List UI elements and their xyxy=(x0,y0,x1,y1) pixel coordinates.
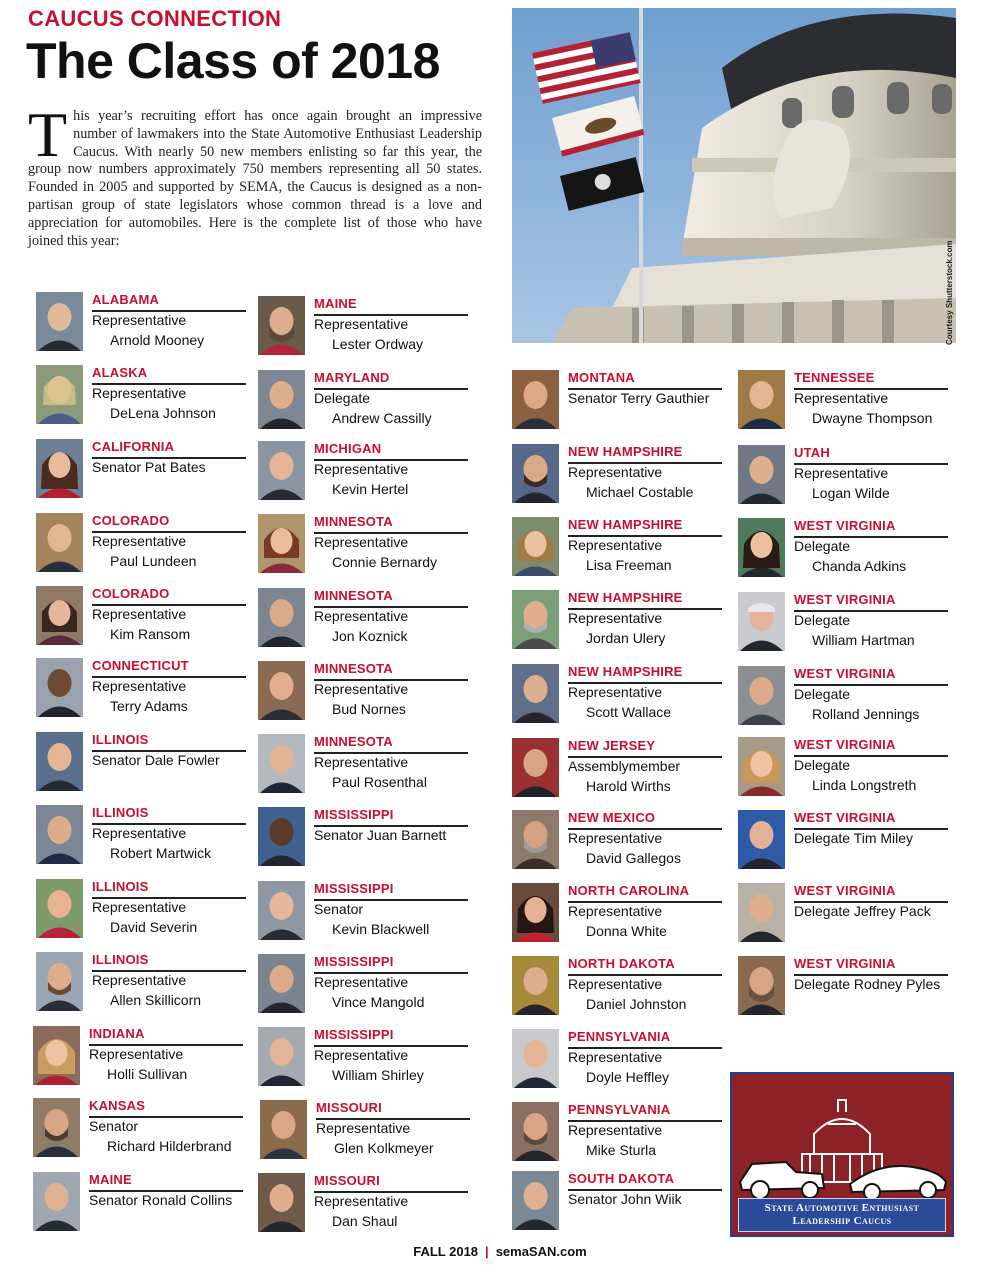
member-title: Senator Dale Fowler xyxy=(92,752,220,768)
member-state: MONTANA xyxy=(568,370,635,385)
member-title: Representative xyxy=(92,825,187,841)
headshot-photo xyxy=(258,954,305,1013)
member-state: ILLINOIS xyxy=(92,805,149,820)
headshot-photo xyxy=(258,881,305,940)
member-title: Representative xyxy=(568,903,663,919)
member-name: Arnold Mooney xyxy=(110,332,205,348)
member-state: WEST VIRGINIA xyxy=(794,518,896,533)
headshot-photo xyxy=(512,370,559,429)
member-state: NEW HAMPSHIRE xyxy=(568,517,683,532)
member-name: Andrew Cassilly xyxy=(332,410,432,426)
member-state: WEST VIRGINIA xyxy=(794,810,896,825)
member-entry xyxy=(36,732,261,796)
headshot-photo xyxy=(512,664,559,723)
member-name: David Severin xyxy=(110,919,198,935)
member-state: INDIANA xyxy=(89,1026,145,1041)
member-title: Delegate xyxy=(794,686,851,702)
member-title: Representative xyxy=(314,974,409,990)
member-name: Kim Ransom xyxy=(110,626,191,642)
member-state: WEST VIRGINIA xyxy=(794,956,896,971)
member-title: Representative xyxy=(568,830,663,846)
member-entry xyxy=(512,444,737,508)
member-entry xyxy=(36,952,261,1016)
member-entry xyxy=(258,807,483,871)
member-title: Representative xyxy=(568,610,663,626)
footer-issue: FALL 2018 xyxy=(413,1244,479,1259)
member-name: Kevin Hertel xyxy=(332,481,409,497)
headshot-photo xyxy=(512,883,559,942)
member-entry xyxy=(258,514,483,578)
member-entry xyxy=(512,883,737,947)
member-name: William Shirley xyxy=(332,1067,424,1083)
member-title: Representative xyxy=(89,1046,184,1062)
member-state: WEST VIRGINIA xyxy=(794,666,896,681)
member-title: Senator Juan Barnett xyxy=(314,827,447,843)
member-state: ALASKA xyxy=(92,365,148,380)
headshot-photo xyxy=(36,805,83,864)
headshot-photo xyxy=(258,1173,305,1232)
footer-site: semaSAN.com xyxy=(495,1244,587,1259)
headshot-photo xyxy=(260,1100,307,1159)
headshot-photo xyxy=(738,956,785,1015)
member-state: TENNESSEE xyxy=(794,370,875,385)
member-title: Senator xyxy=(89,1118,139,1134)
member-entry xyxy=(512,517,737,581)
member-name: Dwayne Thompson xyxy=(812,410,933,426)
member-title: Representative xyxy=(92,312,187,328)
member-title: Representative xyxy=(794,465,889,481)
member-name: Logan Wilde xyxy=(812,485,890,501)
member-name: Connie Bernardy xyxy=(332,554,438,570)
headshot-photo xyxy=(258,370,305,429)
headshot-photo xyxy=(738,592,785,651)
member-title: Senator Pat Bates xyxy=(92,459,206,475)
member-name: Jordan Ulery xyxy=(586,630,666,646)
member-entry xyxy=(258,296,483,360)
member-state: KANSAS xyxy=(89,1098,146,1113)
member-state: ALABAMA xyxy=(92,292,160,307)
headshot-photo xyxy=(36,365,83,424)
member-title: Representative xyxy=(314,608,409,624)
logo-caption xyxy=(738,1198,946,1232)
member-entry xyxy=(738,518,963,582)
member-state: ILLINOIS xyxy=(92,732,149,747)
member-title: Representative xyxy=(92,972,187,988)
headshot-photo xyxy=(738,518,785,577)
member-entry xyxy=(738,445,963,509)
member-entry xyxy=(33,1026,258,1090)
member-entry xyxy=(512,370,737,434)
member-name: Chanda Adkins xyxy=(812,558,907,574)
member-entry xyxy=(512,1171,737,1235)
member-name: Doyle Heffley xyxy=(586,1069,670,1085)
headshot-photo xyxy=(258,807,305,866)
member-state: COLORADO xyxy=(92,586,170,601)
member-entry xyxy=(258,370,483,434)
member-name: Holli Sullivan xyxy=(107,1066,188,1082)
member-entry xyxy=(512,810,737,874)
headshot-photo xyxy=(512,444,559,503)
member-entry xyxy=(738,666,963,730)
member-entry xyxy=(258,441,483,505)
footer-separator: | xyxy=(485,1244,489,1259)
member-entry xyxy=(36,658,261,722)
member-title: Representative xyxy=(92,606,187,622)
logo-line-2: Leadership Caucus xyxy=(792,1215,892,1227)
member-state: ILLINOIS xyxy=(92,879,149,894)
member-state: MISSISSIPPI xyxy=(314,1027,394,1042)
member-entry xyxy=(258,734,483,798)
member-title: Representative xyxy=(794,390,889,406)
member-title: Representative xyxy=(92,678,187,694)
member-state: CALIFORNIA xyxy=(92,439,175,454)
member-title: Representative xyxy=(568,976,663,992)
member-entry xyxy=(36,586,261,650)
member-entry xyxy=(36,365,261,429)
member-title: Representative xyxy=(92,385,187,401)
member-state: MAINE xyxy=(314,296,357,311)
headshot-photo xyxy=(36,439,83,498)
headshot-photo xyxy=(512,738,559,797)
page-footer xyxy=(0,1244,1000,1259)
headshot-photo xyxy=(36,732,83,791)
member-title: Representative xyxy=(314,754,409,770)
member-name: Paul Lundeen xyxy=(110,553,197,569)
member-title: Assemblymember xyxy=(568,758,681,774)
member-state: MINNESOTA xyxy=(314,661,393,676)
member-entry xyxy=(258,661,483,725)
member-title: Delegate xyxy=(794,538,851,554)
member-entry xyxy=(512,956,737,1020)
member-entry xyxy=(36,879,261,943)
headshot-photo xyxy=(512,590,559,649)
headshot-photo xyxy=(33,1098,80,1157)
member-state: UTAH xyxy=(794,445,830,460)
member-state: SOUTH DAKOTA xyxy=(568,1171,675,1186)
member-entry xyxy=(738,956,963,1020)
member-name: Dan Shaul xyxy=(332,1213,398,1229)
member-name: Lester Ordway xyxy=(332,336,424,352)
member-state: WEST VIRGINIA xyxy=(794,883,896,898)
member-entry xyxy=(36,805,261,869)
member-name: Linda Longstreth xyxy=(812,777,917,793)
member-entry xyxy=(33,1098,258,1162)
member-title: Delegate xyxy=(794,757,851,773)
headshot-photo xyxy=(738,883,785,942)
headshot-photo xyxy=(33,1172,80,1231)
member-name: Mike Sturla xyxy=(586,1142,657,1158)
headshot-photo xyxy=(258,441,305,500)
member-name: Lisa Freeman xyxy=(586,557,672,573)
caucus-logo xyxy=(730,1072,954,1237)
member-state: NEW MEXICO xyxy=(568,810,656,825)
member-title: Representative xyxy=(314,681,409,697)
member-state: MICHIGAN xyxy=(314,441,382,456)
member-entry xyxy=(36,439,261,503)
member-name: Harold Wirths xyxy=(586,778,671,794)
capitol-dome-photo xyxy=(512,8,956,343)
headshot-photo xyxy=(258,1027,305,1086)
member-title: Senator Terry Gauthier xyxy=(568,390,710,406)
headshot-photo xyxy=(36,658,83,717)
member-title: Delegate Rodney Pyles xyxy=(794,976,941,992)
member-name: Terry Adams xyxy=(110,698,188,714)
headshot-photo xyxy=(36,879,83,938)
member-title: Delegate xyxy=(314,390,371,406)
member-entry xyxy=(512,664,737,728)
member-title: Delegate xyxy=(794,612,851,628)
member-name: Vince Mangold xyxy=(332,994,425,1010)
member-entry xyxy=(260,1100,485,1164)
member-title: Representative xyxy=(316,1120,411,1136)
member-entry xyxy=(512,1102,737,1166)
headshot-photo xyxy=(738,737,785,796)
member-title: Representative xyxy=(314,316,409,332)
member-title: Senator John Wiik xyxy=(568,1191,682,1207)
member-state: NEW HAMPSHIRE xyxy=(568,590,683,605)
headshot-photo xyxy=(512,956,559,1015)
member-title: Delegate Tim Miley xyxy=(794,830,914,846)
member-entry xyxy=(36,513,261,577)
member-title: Representative xyxy=(314,461,409,477)
headshot-photo xyxy=(36,586,83,645)
member-title: Representative xyxy=(92,899,187,915)
member-state: NORTH DAKOTA xyxy=(568,956,675,971)
member-state: MAINE xyxy=(89,1172,132,1187)
logo-line-1: State Automotive Enthusiast xyxy=(764,1202,920,1214)
member-entry xyxy=(258,588,483,652)
member-state: WEST VIRGINIA xyxy=(794,592,896,607)
headshot-photo xyxy=(36,952,83,1011)
member-name: Daniel Johnston xyxy=(586,996,687,1012)
member-title: Representative xyxy=(92,533,187,549)
member-entry xyxy=(36,292,261,356)
headshot-photo xyxy=(258,661,305,720)
headshot-photo xyxy=(738,666,785,725)
member-entry xyxy=(738,592,963,656)
member-state: MINNESOTA xyxy=(314,588,393,603)
headshot-photo xyxy=(258,514,305,573)
member-title: Representative xyxy=(314,1193,409,1209)
member-title: Representative xyxy=(314,534,409,550)
member-state: ILLINOIS xyxy=(92,952,149,967)
member-name: David Gallegos xyxy=(586,850,681,866)
member-entry xyxy=(738,737,963,801)
member-name: William Hartman xyxy=(812,632,915,648)
intro-text: his year’s recruiting effort has once again brought an impressive number of lawmakers into the State Automotive Enthusiast Leadership Caucus. With nearly 50 new members enlisting so far this year, the group now numbers approximately 750 members representing all 50 states. Founded in 2005 and supported by SEMA, the Caucus is designed as a non-partisan group of state legislators whose common thread is a love and appreciation for automobiles. Here is the complete list of those who have joined this year: xyxy=(28,108,482,249)
member-state: NEW JERSEY xyxy=(568,738,656,753)
photo-credit: Courtesy Shutterstock.com xyxy=(945,240,954,345)
member-state: COLORADO xyxy=(92,513,170,528)
member-state: MISSISSIPPI xyxy=(314,881,394,896)
member-name: Allen Skillicorn xyxy=(110,992,202,1008)
member-title: Senator xyxy=(314,901,364,917)
member-name: Jon Koznick xyxy=(332,628,408,644)
member-state: MISSOURI xyxy=(314,1173,380,1188)
member-state: PENNSYLVANIA xyxy=(568,1029,671,1044)
member-name: Paul Rosenthal xyxy=(332,774,427,790)
headshot-photo xyxy=(738,810,785,869)
member-name: Donna White xyxy=(586,923,667,939)
page-title: The Class of 2018 xyxy=(26,33,440,89)
drop-cap: T xyxy=(28,99,68,170)
member-state: MISSISSIPPI xyxy=(314,807,394,822)
member-name: Michael Costable xyxy=(586,484,694,500)
headshot-photo xyxy=(738,445,785,504)
member-entry xyxy=(738,370,963,434)
member-state: MISSISSIPPI xyxy=(314,954,394,969)
headshot-photo xyxy=(258,296,305,355)
member-state: PENNSYLVANIA xyxy=(568,1102,671,1117)
member-name: Richard Hilderbrand xyxy=(107,1138,232,1154)
member-name: Kevin Blackwell xyxy=(332,921,430,937)
member-entry xyxy=(512,738,737,802)
member-entry xyxy=(512,1029,737,1093)
member-title: Representative xyxy=(568,1122,663,1138)
member-title: Representative xyxy=(568,464,663,480)
member-entry xyxy=(258,954,483,1018)
member-title: Representative xyxy=(568,1049,663,1065)
member-entry xyxy=(258,1173,483,1237)
member-name: Rolland Jennings xyxy=(812,706,920,722)
member-state: CONNECTICUT xyxy=(92,658,189,673)
member-state: MISSOURI xyxy=(316,1100,382,1115)
member-state: MINNESOTA xyxy=(314,734,393,749)
member-name: Scott Wallace xyxy=(586,704,672,720)
headshot-photo xyxy=(512,810,559,869)
member-title: Delegate Jeffrey Pack xyxy=(794,903,931,919)
member-name: Glen Kolkmeyer xyxy=(334,1140,434,1156)
headshot-photo xyxy=(512,517,559,576)
member-state: MINNESOTA xyxy=(314,514,393,529)
member-entry xyxy=(738,883,963,947)
headshot-photo xyxy=(258,588,305,647)
member-name: DeLena Johnson xyxy=(110,405,216,421)
member-title: Representative xyxy=(314,1047,409,1063)
member-state: NEW HAMPSHIRE xyxy=(568,664,683,679)
member-state: MARYLAND xyxy=(314,370,390,385)
headshot-photo xyxy=(36,513,83,572)
member-title: Representative xyxy=(568,684,663,700)
member-title: Senator Ronald Collins xyxy=(89,1192,233,1208)
headshot-photo xyxy=(33,1026,80,1085)
member-name: Robert Martwick xyxy=(110,845,212,861)
headshot-photo xyxy=(512,1029,559,1088)
member-entry xyxy=(258,1027,483,1091)
headshot-photo xyxy=(36,292,83,351)
headshot-photo xyxy=(512,1102,559,1161)
section-kicker: CAUCUS CONNECTION xyxy=(28,6,282,31)
member-name: Bud Nornes xyxy=(332,701,406,717)
member-state: NEW HAMPSHIRE xyxy=(568,444,683,459)
headshot-photo xyxy=(258,734,305,793)
member-state: NORTH CAROLINA xyxy=(568,883,690,898)
member-title: Representative xyxy=(568,537,663,553)
headshot-photo xyxy=(738,370,785,429)
member-state: WEST VIRGINIA xyxy=(794,737,896,752)
intro-paragraph xyxy=(28,99,482,250)
headshot-photo xyxy=(512,1171,559,1230)
member-entry xyxy=(738,810,963,874)
member-entry xyxy=(33,1172,258,1236)
member-entry xyxy=(258,881,483,945)
member-entry xyxy=(512,590,737,654)
